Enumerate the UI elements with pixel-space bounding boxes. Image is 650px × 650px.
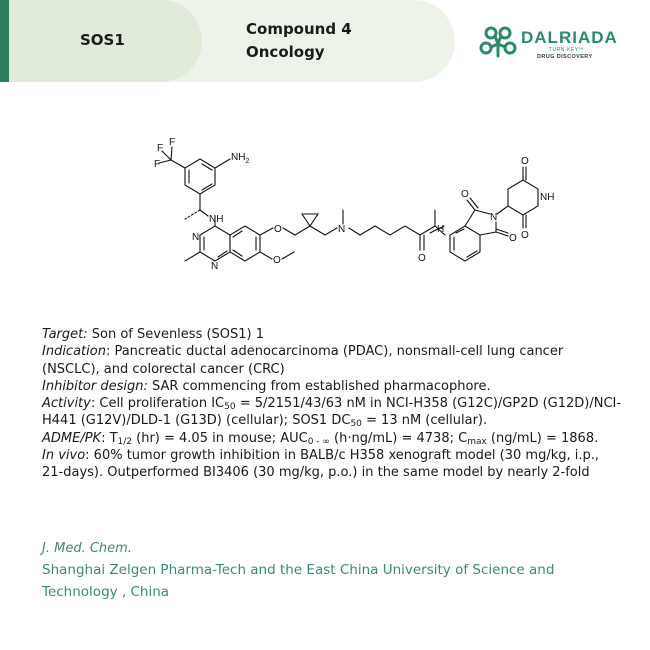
adme-label: ADME/PK (42, 430, 102, 446)
indication-label: Indication (42, 344, 106, 360)
atom-o: O (521, 230, 529, 241)
atom-nh: NH (540, 192, 555, 203)
invivo-value: : 60% tumor growth inhibition in BALB/c H358 xenograft model (30 mg/kg, i.p., 21-days). Outperformed BI3406 (30 mg/kg, p.o.) in the same model by nearly 2-fold (42, 448, 600, 481)
atom-f: F (157, 143, 164, 154)
atom-n: N (338, 224, 346, 235)
atom-o: O (273, 255, 281, 266)
atom-o: O (418, 253, 426, 264)
target-value: Son of Sevenless (SOS1) 1 (91, 327, 265, 342)
activity-line (42, 395, 622, 430)
target-line (42, 326, 622, 343)
journal-reference: J. Med. Chem. (42, 541, 132, 556)
dalriada-logo (479, 22, 629, 66)
atom-f: F (169, 137, 176, 148)
compound-title: Compound 4 (246, 20, 352, 38)
design-line (42, 378, 622, 395)
header-accent-bar (0, 0, 9, 82)
activity-text: = 13 nM (cellular). (361, 413, 488, 429)
indication-value: : Pancreatic ductal adenocarcinoma (PDAC), nonsmall-cell lung cancer (NSCLC), and colorectal cancer (CRC) (42, 344, 564, 377)
logo-tagline: TURN-KEY™ (549, 47, 585, 53)
atom-nh2: $NH_2$ (231, 152, 250, 165)
adme-text: : T (101, 430, 118, 446)
affiliation: Shanghai Zelgen Pharma-Tech and the East China University of Science and Technology , China (42, 562, 555, 600)
atom-n: N (490, 212, 498, 223)
atom-o: O (509, 233, 517, 244)
activity-text: : Cell proliferation IC (90, 396, 225, 412)
adme-subscript: 1/2 (117, 436, 133, 447)
logo-name: DALRIADA (521, 28, 618, 47)
design-label: Inhibitor design: (42, 378, 148, 394)
activity-text: = 5/2151/43/63 nM in NCI-H358 (G12C)/GP2D (G12D)/NCI-H441 (G12V)/DLD-1 (G13D) (cellular); SOS1 DC (42, 396, 622, 429)
invivo-label: In vivo (42, 448, 86, 464)
adme-subscript: 0 - ∞ (307, 436, 330, 447)
atom-o: O (461, 189, 469, 200)
invivo-line (42, 447, 622, 482)
atom-o: O (521, 156, 529, 167)
atom-nh: NH (209, 214, 224, 225)
activity-subscript: 50 (350, 419, 362, 430)
adme-text: (ng/mL) = 1868. (486, 430, 599, 446)
compound-summary (42, 326, 622, 482)
atom-n: N (192, 232, 200, 243)
adme-subscript: max (467, 436, 487, 447)
adme-text: (hr) = 4.05 in mouse; AUC (132, 430, 308, 446)
logo-subtitle: DRUG DISCOVERY (537, 54, 593, 60)
atom-nh: H (437, 224, 445, 235)
therapeutic-area: Oncology (246, 43, 325, 61)
activity-subscript: 50 (224, 402, 236, 413)
target-label: Target: (42, 327, 88, 342)
atom-n: N (211, 261, 219, 272)
atom-f: F (154, 159, 161, 170)
chemical-structure (140, 130, 560, 280)
dalriada-molecule-icon (479, 22, 519, 62)
adme-text: (h·ng/mL) = 4738; C (329, 430, 468, 446)
target-name: SOS1 (80, 31, 125, 49)
indication-line (42, 343, 622, 378)
atom-o: O (274, 224, 282, 235)
activity-label: Activity (42, 396, 91, 412)
header-banner (0, 0, 650, 82)
design-value: SAR commencing from established pharmacophore. (151, 378, 491, 394)
adme-line (42, 430, 622, 447)
